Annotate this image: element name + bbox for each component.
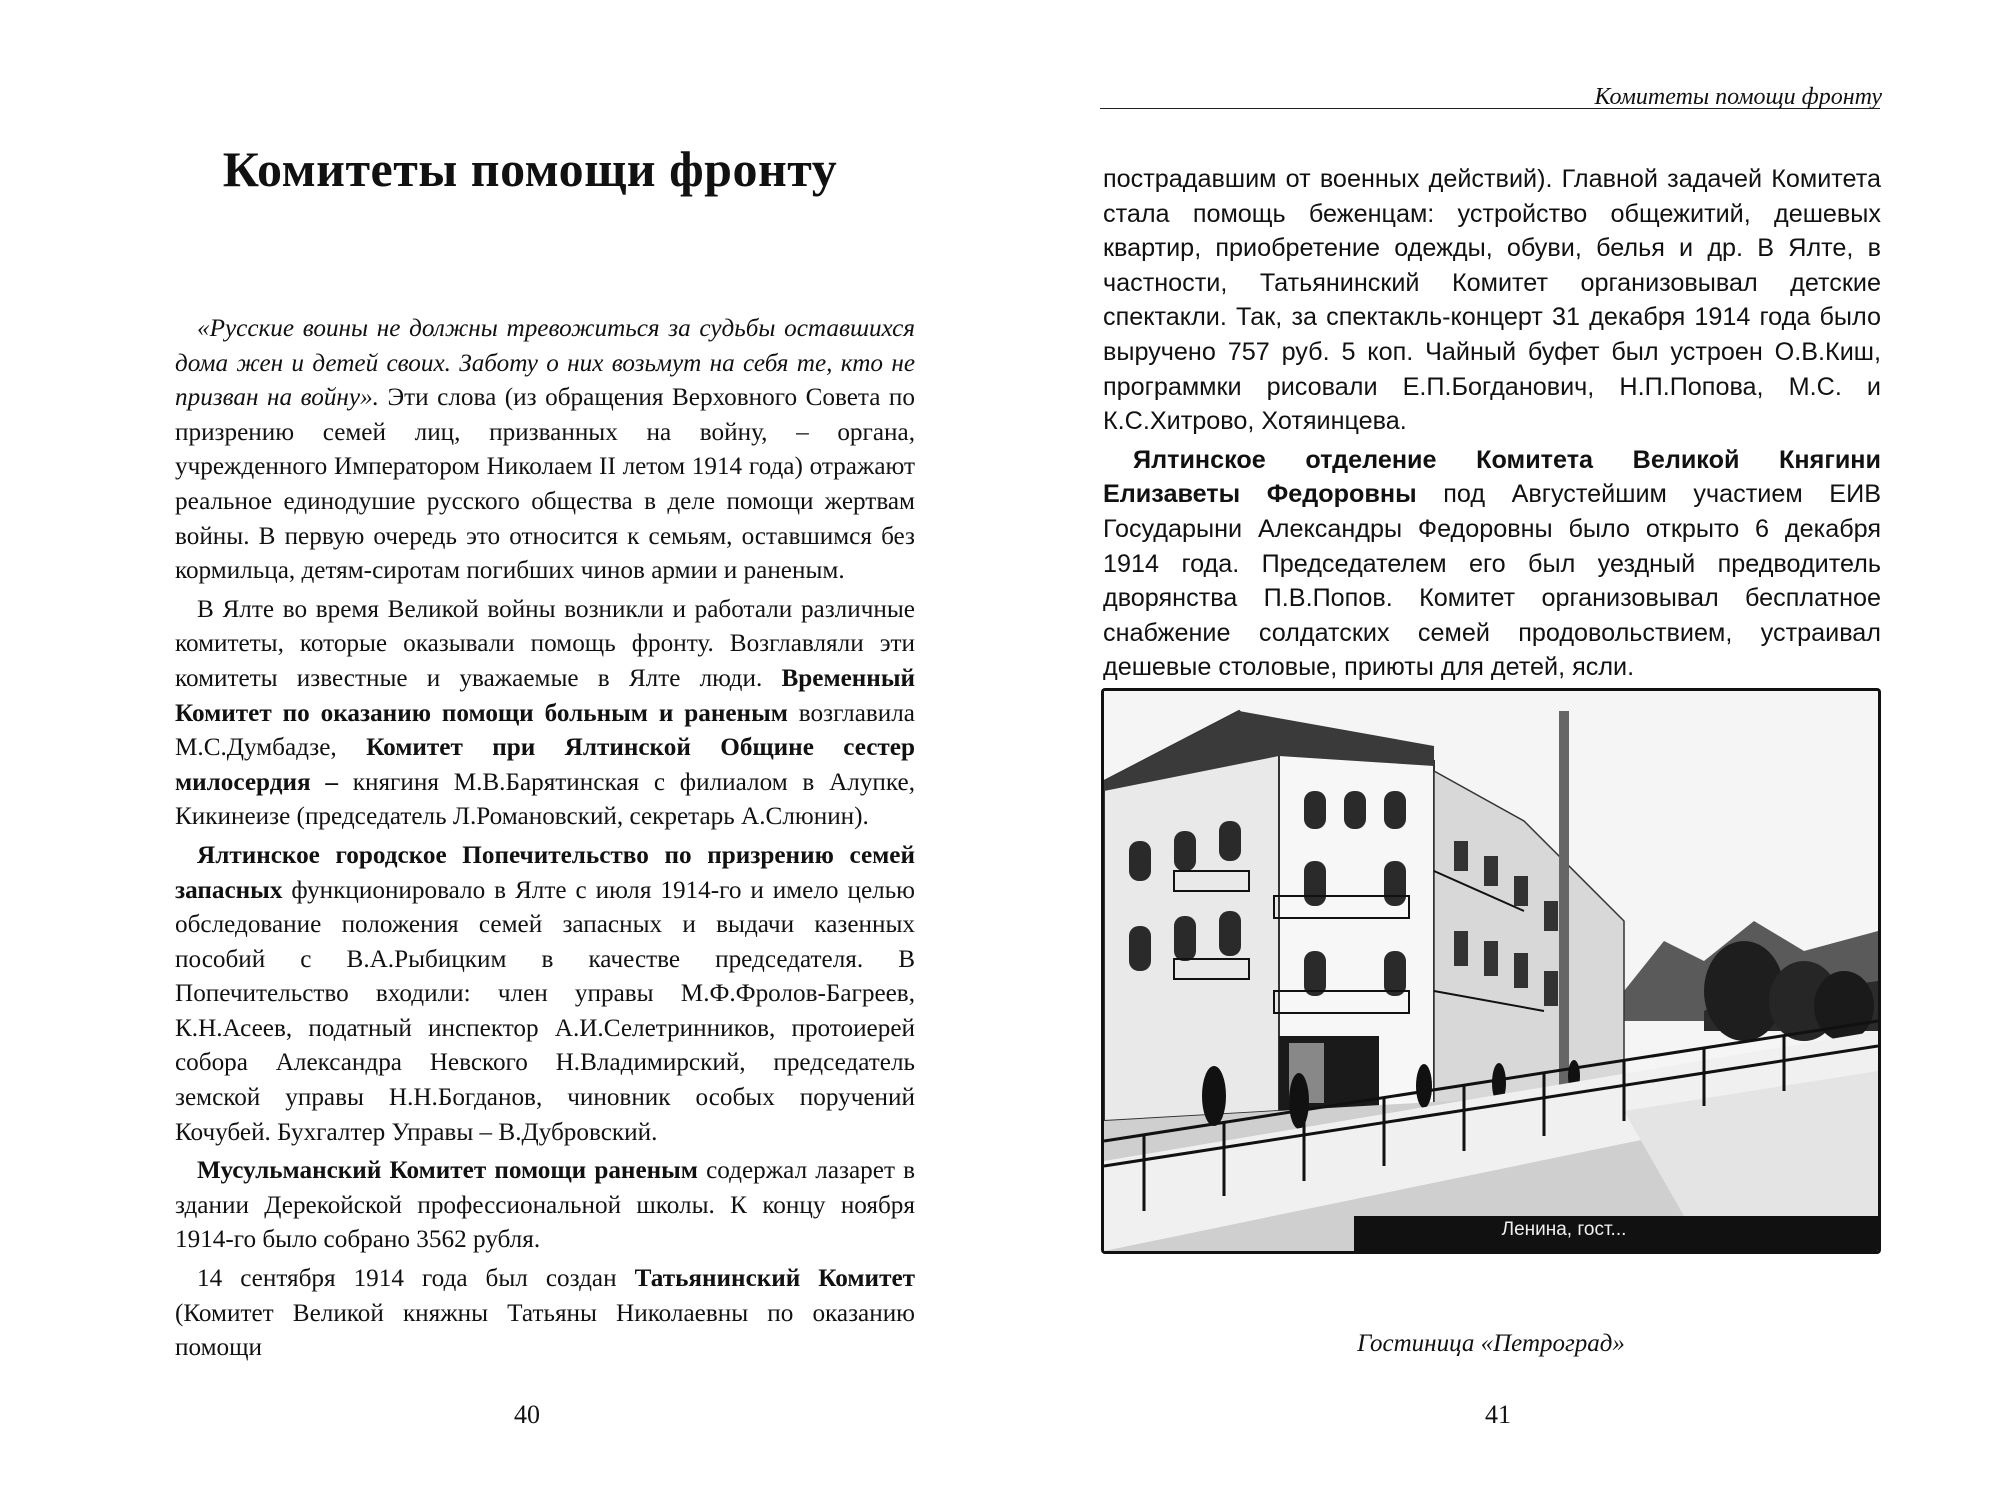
paragraph-elizabeth-committee [1103,443,1881,685]
text-run: под Августейшим участием ЕИВ Государыни Александры Федоровны было открыто 6 декабря 1914 года. Председателем его был уездный предводитель дворянства П.В.Попов. Комитет организовывал бесплатное снабжение солдатских семей продовольствием, устраивал дешевые столовые, приюты для детей, ясли. [1103,480,1881,682]
paragraph-epigraph [175,312,915,589]
paragraph-continuation: пострадавшим от военных действий). Главной задачей Комитета стала помощь беженцам: устройство общежитий, дешевых квартир, приобретение одежды, обуви, белья и др. В Ялте, в частности, Татьянинский Комитет организовывал детские спектакли. Так, за спектакль-концерт 31 декабря 1914 года было выручено 757 руб. 5 коп. Чайный буфет был устроен О.В.Киш, программки рисовали Е.П.Богданович, Н.П.Попова, М.С. и К.С.Хитрово, Хотяинцева. [1103,165,1881,436]
page-number-right: 41 [1485,1400,1511,1429]
paragraph-trusteeship [175,839,915,1150]
photo-inscription: Ленина, гост... [1501,1219,1627,1240]
bold-term-temporary-committee: Временный Комитет по оказанию помощи больным и раненым [175,664,915,727]
right-page [1000,0,2000,1497]
bold-term-trusteeship: Ялтинское городское Попечительство по призрению семей запасных [175,841,915,904]
page-number-left: 40 [514,1400,540,1429]
epigraph-quote: «Русские воины не должны тревожиться за судьбы оставшихся дома жен и детей своих. Заботу о них возьмут на себя те, кто не призван на войну». [175,315,915,412]
bold-term-sisters-of-mercy: Комитет при Ялтинской Общине сестер милосердия – [175,734,915,796]
text-run: княгиня М.В.Барятинская с филиалом в Алупке, Кикинеизе (председатель Л.Романовский, секретарь А.Слюнин). [175,768,915,831]
historical-photo [1101,688,1881,1254]
paragraph-muslim-committee [175,1154,915,1258]
photo-caption: Гостиница «Петроград» [1357,1330,1625,1357]
running-head: Комитеты помощи фронту [1594,84,1882,110]
text-run: содержал лазарет в здании Дерекойской профессиональной школы. К концу ноября 1914-го было собрано 3562 рубля. [175,1157,915,1254]
bold-term-muslim-committee: Мусульманский Комитет помощи раненым [197,1157,698,1185]
text-run: функционировало в Ялте с июля 1914-го и имело целью обследование положения семей запасных и выдачи казенных пособий с В.А.Рыбицким в качестве председателя. В Попечительство входили: член управы М.Ф.Фролов-Багреев, К.Н.Асеев, податный инспектор А.И.Селетринников, протоиерей собора Александра Невского Н.Владимирский, председатель земской управы Н.Н.Богданов, чиновник особых поручений Кочубей. Бухгалтер Управы – В.Дубровский. [175,876,915,1146]
photo-illustration [1104,691,1878,1251]
text-run: В Ялте во время Великой войны возникли и работали различные комитеты, которые оказывали помощь фронту. Возглавляли эти комитеты известные и уважаемые в Ялте люди. [175,595,915,692]
epigraph-continuation: Эти слова (из обращения Верховного Совета по призрению семей лиц, призванных на войну, – органа, учрежденного Императором Николаем II летом 1914 года) отражают реальное единодушие русского общества в деле помощи жертвам войны. В первую очередь это относится к семьям, оставшимся без кормильца, детям-сиротам погибших чинов армии и раненым. [175,384,916,585]
right-body-text [1103,162,1881,689]
paragraph-committees [175,593,915,835]
left-body-text [175,312,915,1370]
bold-term-tatiana-committee: Татьянинский Комитет [634,1265,915,1293]
chapter-title: Комитеты помощи фронту [222,141,838,197]
bold-term-elizabeth-committee: Ялтинское отделение Комитета Великой Княгини Елизаветы Федоровны [1103,445,1881,509]
text-run: (Комитет Великой княжны Татьяны Николаевны по оказанию помощи [175,1299,915,1362]
paragraph-tatiana-committee [175,1262,915,1366]
text-run: 14 сентября 1914 года был создан [197,1265,635,1293]
text-run: возглавила М.С.Думбадзе, [175,699,915,762]
